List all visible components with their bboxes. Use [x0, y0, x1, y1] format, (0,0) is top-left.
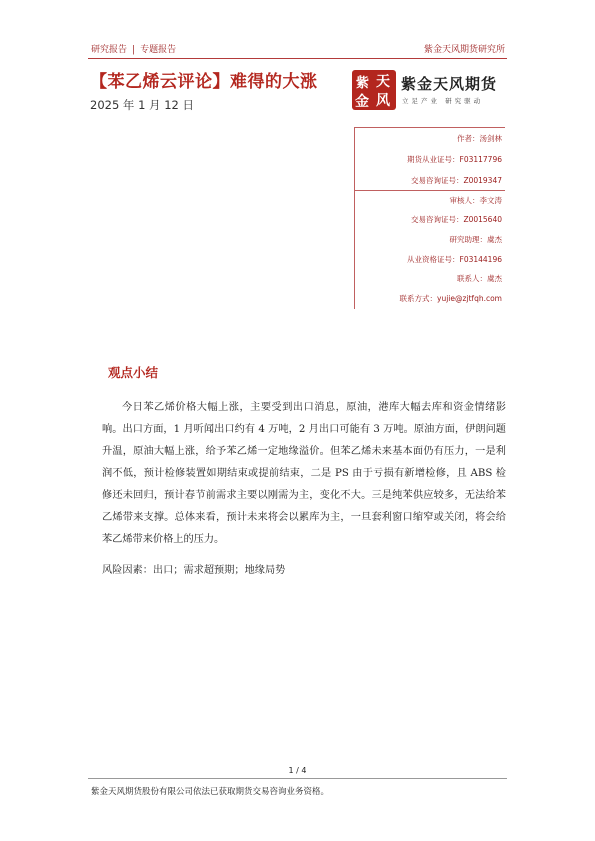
logo-char-1: 紫 — [356, 76, 370, 91]
logo-char-2: 天 — [376, 74, 390, 90]
info-value[interactable]: yujie@zjtfqh.com — [437, 294, 502, 303]
report-title: 【苯乙烯云评论】难得的大涨 — [90, 72, 318, 92]
header-separator: | — [132, 45, 136, 55]
info-label: 交易咨询证号： — [410, 176, 464, 185]
section-title: 观点小结 — [108, 365, 159, 380]
info-label: 从业资格证号： — [407, 255, 460, 264]
header-breadcrumb — [91, 42, 176, 55]
info-label: 研究助理： — [449, 235, 487, 244]
info-assistant — [342, 234, 502, 245]
summary-paragraph: 今日苯乙烯价格大幅上涨，主要受到出口消息，原油，港库大幅去库和资金情绪影响。出口方面，1 月听闻出口约有 4 万吨，2 月出口可能有 3 万吨。原油方面，伊朗问题升温，原油大幅上涨，给予苯乙烯一定地缘溢价。但苯乙烯未来基本面仍有压力，一是利润不低，预计检修装置如期结束或提前结束，二是 PS 由于亏损有新增检修，且 ABS 检修还未回归，预计春节前需求主要以刚需为主，变化不大。三是纯苯供应较多，无法给苯乙烯带来支撑。总体来看，预计未来将会以累库为主，一旦套利窗口缩窄或关闭，将会给苯乙烯带来价格上的压力。 — [102, 402, 506, 545]
header-divider — [88, 58, 507, 59]
info-contact — [342, 273, 502, 284]
info-label: 联系人： — [457, 274, 487, 283]
info-consult2 — [342, 214, 502, 225]
info-value: 李文涛 — [479, 196, 502, 205]
risk-factors: 风险因素：出口；需求超预期；地缘局势 — [102, 565, 286, 576]
info-consult1 — [342, 175, 502, 186]
info-top-border — [354, 127, 505, 128]
header-category: 研究报告 — [91, 45, 128, 55]
header-institute: 紫金天风期货研究所 — [423, 45, 505, 55]
info-author — [342, 133, 502, 144]
company-tagline: 立足产业 研究驱动 — [402, 97, 484, 105]
info-label: 交易咨询证号： — [410, 215, 464, 224]
footer-disclaimer: 紫金天风期货股份有限公司依法已获取期货交易咨询业务资格。 — [91, 787, 330, 797]
company-logo-icon — [352, 70, 396, 110]
info-value: 汤剑林 — [479, 134, 502, 143]
logo-char-4: 风 — [376, 93, 390, 109]
info-license2 — [342, 254, 502, 265]
info-value: Z0015640 — [463, 215, 502, 224]
page-number: 1 / 4 — [288, 766, 307, 775]
info-label: 期货从业证号： — [407, 155, 460, 164]
company-name: 紫金天风期货 — [401, 75, 498, 93]
info-value: F03144196 — [459, 255, 502, 264]
info-value: F03117796 — [459, 155, 502, 164]
info-label: 联系方式： — [399, 294, 437, 303]
header-subcategory: 专题报告 — [140, 45, 177, 55]
info-label: 作者： — [457, 134, 480, 143]
report-date: 2025 年 1 月 12 日 — [90, 98, 194, 112]
info-value: 虞杰 — [487, 274, 502, 283]
info-reviewer — [342, 195, 502, 206]
logo-char-3: 金 — [355, 94, 369, 110]
info-email — [342, 293, 502, 304]
info-label: 审核人： — [449, 196, 480, 205]
info-license1 — [342, 154, 502, 165]
info-value: 虞杰 — [487, 235, 502, 244]
info-divider — [354, 190, 505, 191]
info-value: Z0019347 — [463, 176, 502, 185]
footer-divider — [88, 778, 507, 779]
